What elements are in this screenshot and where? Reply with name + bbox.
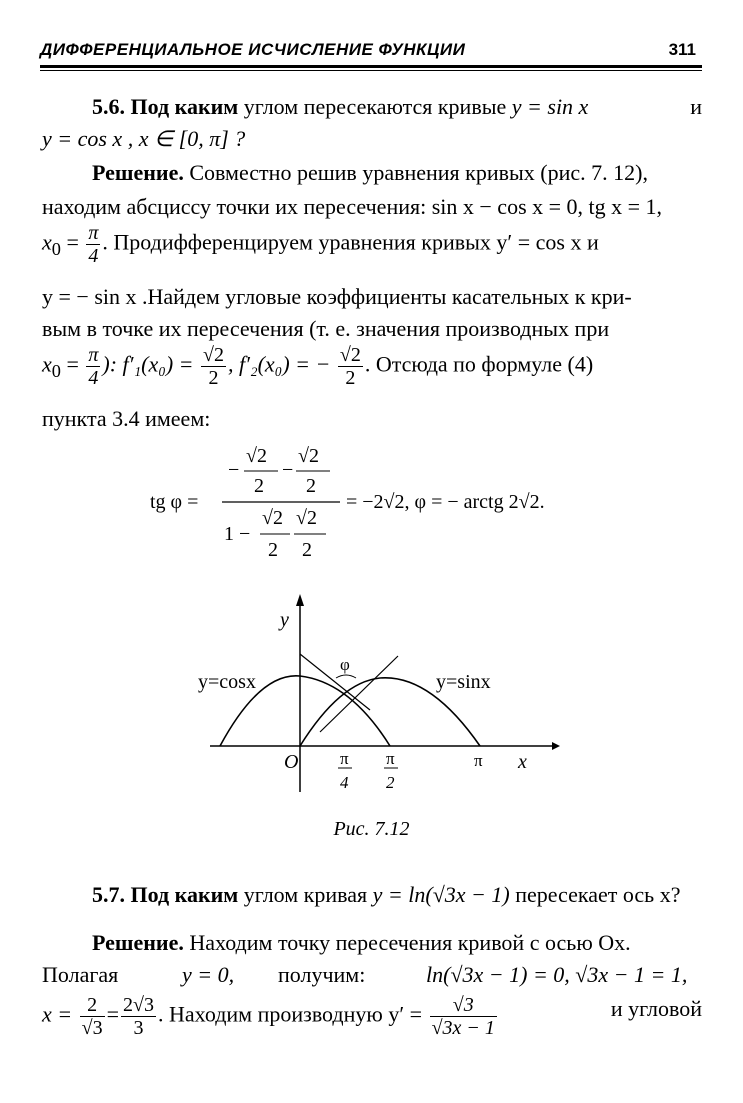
two-4: 2: [302, 539, 312, 561]
solution-5-7-line3: [42, 994, 702, 1058]
cos-label: y=cosx: [198, 671, 256, 693]
pi-over-4: [86, 344, 100, 389]
numerator: 2: [80, 994, 105, 1017]
numerator: π: [88, 222, 99, 244]
sqrt2-2: √2: [298, 445, 319, 467]
denominator: 2: [208, 367, 219, 389]
numerator: π: [88, 344, 99, 366]
solution-line2: [42, 192, 702, 222]
solution-label: Решение.: [92, 160, 184, 185]
text: y = − sin x .Найдем угловые коэффициенты касательных к кри-: [42, 284, 632, 309]
solution-5-7-line2: [42, 960, 702, 990]
x-axis-label: x: [518, 751, 527, 773]
numerator: 2√3: [123, 994, 155, 1016]
solution-line6: $x_0$ = $\frac{\pi}{4}$ ): f′₁(x₀) = $\frac{√2}{2}$ , f′₂(x₀) = − $\frac{√2}{2}$ . Отсюда по формуле (4): [42, 344, 594, 389]
text: пункта 3.4 имеем:: [42, 406, 211, 431]
text: находим абсциссу точки их пересечения: sin x − cos x = 0, tg x = 1,: [42, 194, 663, 219]
minus-sign-1: −: [228, 459, 240, 481]
page-number: 311: [668, 40, 696, 59]
problem-5-7-line1: [92, 880, 702, 910]
text: вым в точке их пересечения (т. е. значения производных при: [42, 316, 610, 341]
problem-5-6-line2: [42, 124, 702, 154]
denominator: 4: [88, 245, 99, 267]
y-axis-arrow: [296, 594, 304, 606]
solution-line5: [42, 314, 702, 344]
pi-label: π: [474, 751, 483, 770]
text: и угловой: [610, 996, 702, 1021]
origin-label: O: [284, 751, 299, 773]
equation: y = ln(√3x − 1): [372, 882, 510, 907]
numerator: √2: [339, 344, 361, 366]
formula-result: = −2√2, φ = − arctg 2√2.: [346, 491, 545, 513]
problem-text: углом пересекаются кривые: [238, 94, 512, 119]
solution-line7: [42, 404, 702, 434]
solution-label: Решение.: [92, 930, 184, 955]
text: . Находим производную y′ =: [158, 1001, 423, 1027]
tg-phi-formula: [150, 438, 650, 568]
pi-over-4-num: π: [340, 749, 349, 768]
numerator: √3: [430, 994, 497, 1017]
sqrt2-1: √2: [246, 445, 267, 467]
text: Находим точку пересечения кривой с осью Ox.: [183, 930, 631, 955]
tg-label: tg φ =: [150, 491, 199, 513]
solution-line3: $x_0$ = $\frac{\pi}{4}$ . Продифференцируем уравнения кривых y′ = cos x и: [42, 222, 599, 267]
sqrt2-3: √2: [262, 507, 283, 529]
sqrt2-4: √2: [296, 507, 317, 529]
sqrt2-over-2: [201, 344, 226, 389]
numerator: √2: [203, 344, 225, 366]
pi-over-2-den: 2: [386, 773, 395, 792]
header-rule-thin: [40, 70, 702, 71]
angle-arc: [336, 675, 356, 678]
var-x: x: [42, 229, 52, 255]
one-minus: 1 −: [224, 523, 251, 545]
text: Полагая: [42, 962, 119, 987]
subscript: 0: [51, 360, 61, 381]
denominator: 2: [345, 367, 356, 389]
denominator: √3x − 1: [431, 1017, 495, 1039]
sin-label: y=sinx: [436, 671, 491, 693]
problem-number: 5.6.: [92, 94, 125, 119]
text: . Отсюда по формуле (4): [364, 351, 594, 377]
y-axis-label: y: [280, 609, 289, 631]
text: . Продифференцируем уравнения кривых y′ = cos x и: [102, 229, 599, 255]
derivative-1: ): f′₁(x₀) =: [102, 351, 194, 377]
var-x: x =: [42, 1001, 73, 1027]
text: получим:: [278, 962, 366, 987]
equals: =: [106, 1001, 120, 1027]
derivative-2: , f′₂(x₀) = −: [228, 351, 331, 377]
running-title: ДИФФЕРЕНЦИАЛЬНОЕ ИСЧИСЛЕНИЕ ФУНКЦИИ: [40, 40, 466, 59]
header-rule-thick: [40, 65, 702, 68]
equation: y = sin x: [511, 94, 589, 119]
solution-line4: [42, 282, 702, 312]
2sqrt3-over-3: [121, 994, 156, 1039]
sqrt2-over-2: [338, 344, 363, 389]
pi-over-4-den: 4: [340, 773, 349, 792]
conjunction: и: [690, 94, 702, 119]
text: Совместно решив уравнения кривых (рис. 7. 12),: [183, 160, 648, 185]
subscript: 0: [51, 238, 61, 259]
two-2: 2: [306, 475, 316, 497]
problem-bold: Под каким: [130, 94, 239, 119]
problem-5-6-line1: [92, 92, 702, 122]
two-3: 2: [268, 539, 278, 561]
sin-tangent: [320, 656, 398, 732]
equation: y = cos x , x ∈ [0, π] ?: [42, 126, 246, 151]
solution-line1: [92, 158, 702, 188]
equation: ln(√3x − 1) = 0, √3x − 1 = 1,: [426, 962, 688, 987]
phi-label: φ: [340, 655, 350, 674]
denominator: 4: [88, 367, 99, 389]
minus-sign-2: −: [282, 459, 294, 481]
denominator: √3: [81, 1017, 103, 1039]
derivative-fraction: [430, 994, 497, 1039]
two-1: 2: [254, 475, 264, 497]
pi-over-2-num: π: [386, 749, 395, 768]
page-header: [40, 36, 702, 72]
var-x: x: [42, 351, 52, 377]
problem-text-end: пересекает ось x?: [509, 882, 681, 907]
figure-caption: Рис. 7.12: [333, 818, 410, 840]
pi-over-4: [86, 222, 100, 267]
two-over-sqrt3: [80, 994, 105, 1039]
figure-7-12: [180, 592, 560, 802]
problem-text: углом кривая: [238, 882, 373, 907]
equation: y = 0,: [182, 962, 235, 987]
sin-cos-plot: [180, 592, 560, 802]
solution-5-7-line1: [92, 928, 702, 958]
problem-bold: Под каким: [130, 882, 239, 907]
x-axis-arrow: [552, 742, 560, 750]
problem-number: 5.7.: [92, 882, 125, 907]
formula-svg: [150, 438, 650, 568]
denominator: 3: [133, 1017, 144, 1039]
